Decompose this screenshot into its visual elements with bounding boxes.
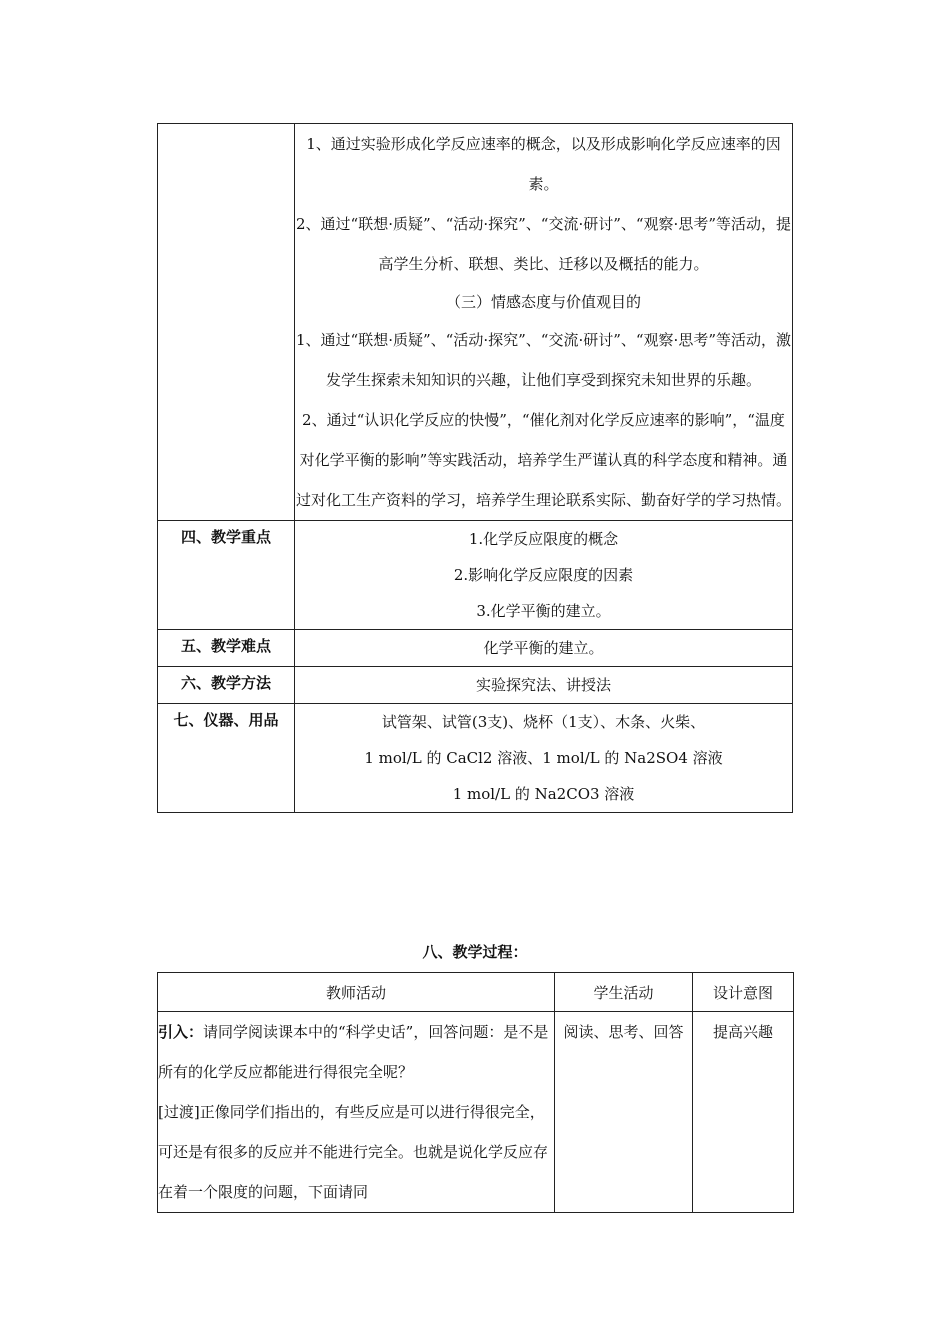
key-points-label: 四、教学重点 <box>158 521 295 630</box>
key-points-cell <box>295 521 793 630</box>
objective-item: 1、通过“联想·质疑”、“活动·探究”、“交流·研讨”、“观察·思考”等活动，激发学生探索未知知识的兴趣，让他们享受到探究未知世界的乐趣。 <box>296 331 791 389</box>
objective-item: 2、通过“联想·质疑”、“活动·探究”、“交流·研讨”、“观察·思考”等活动，提高学生分析、联想、类比、迁移以及概括的能力。 <box>296 215 791 273</box>
header-teacher: 教师活动 <box>158 973 555 1012</box>
difficulty-label: 五、教学难点 <box>158 630 295 667</box>
key-point-item: 2.影响化学反应限度的因素 <box>453 566 634 584</box>
methods-value: 实验探究法、讲授法 <box>295 667 793 704</box>
process-heading: 八、教学过程： <box>422 943 528 961</box>
objectives-label-cell <box>158 124 295 521</box>
equipment-line: 1 mol/L 的 Na2CO3 溶液 <box>452 785 635 803</box>
teacher-intro <box>158 1012 554 1092</box>
objective-item: 1、通过实验形成化学反应速率的概念，以及形成影响化学反应速率的因素。 <box>306 135 781 193</box>
objective-subheading: （三）情感态度与价值观目的 <box>445 293 641 311</box>
equipment-line: 试管架、试管(3支)、烧杯（1支）、木条、火柴、 <box>381 713 706 731</box>
header-intent: 设计意图 <box>693 973 794 1012</box>
teacher-transition: [过渡]正像同学们指出的，有些反应是可以进行得很完全，可还是有很多的反应并不能进行完全。也就是说化学反应存在着一个限度的问题，下面请同 <box>158 1103 549 1201</box>
process-table <box>157 972 794 1213</box>
header-student: 学生活动 <box>555 973 693 1012</box>
objectives-table <box>157 123 793 813</box>
design-intent-cell: 提高兴趣 <box>693 1012 794 1213</box>
intro-text: 请同学阅读课本中的“科学史话”，回答问题：是不是所有的化学反应都能进行得很完全呢？ <box>158 1023 549 1081</box>
key-point-item: 3.化学平衡的建立。 <box>476 602 611 620</box>
equipment-cell <box>295 704 793 813</box>
key-point-item: 1.化学反应限度的概念 <box>468 530 619 548</box>
student-activity-cell: 阅读、思考、回答 <box>555 1012 693 1213</box>
equipment-label: 七、仪器、用品 <box>158 704 295 813</box>
intro-label: 引入： <box>158 1023 204 1041</box>
objective-item: 2、通过“认识化学反应的快慢”，“催化剂对化学反应速率的影响”，“温度对化学平衡的影响”等实践活动，培养学生严谨认真的科学态度和精神。通过对化工生产资料的学习，培养学生理论联系实际、勤奋好学的学习热情。 <box>295 411 791 509</box>
objectives-cell <box>295 124 793 521</box>
equipment-line: 1 mol/L 的 CaCl2 溶液、1 mol/L 的 Na2SO4 溶液 <box>364 749 723 767</box>
difficulty-value: 化学平衡的建立。 <box>295 630 793 667</box>
methods-label: 六、教学方法 <box>158 667 295 704</box>
teacher-activity-cell <box>158 1012 555 1213</box>
